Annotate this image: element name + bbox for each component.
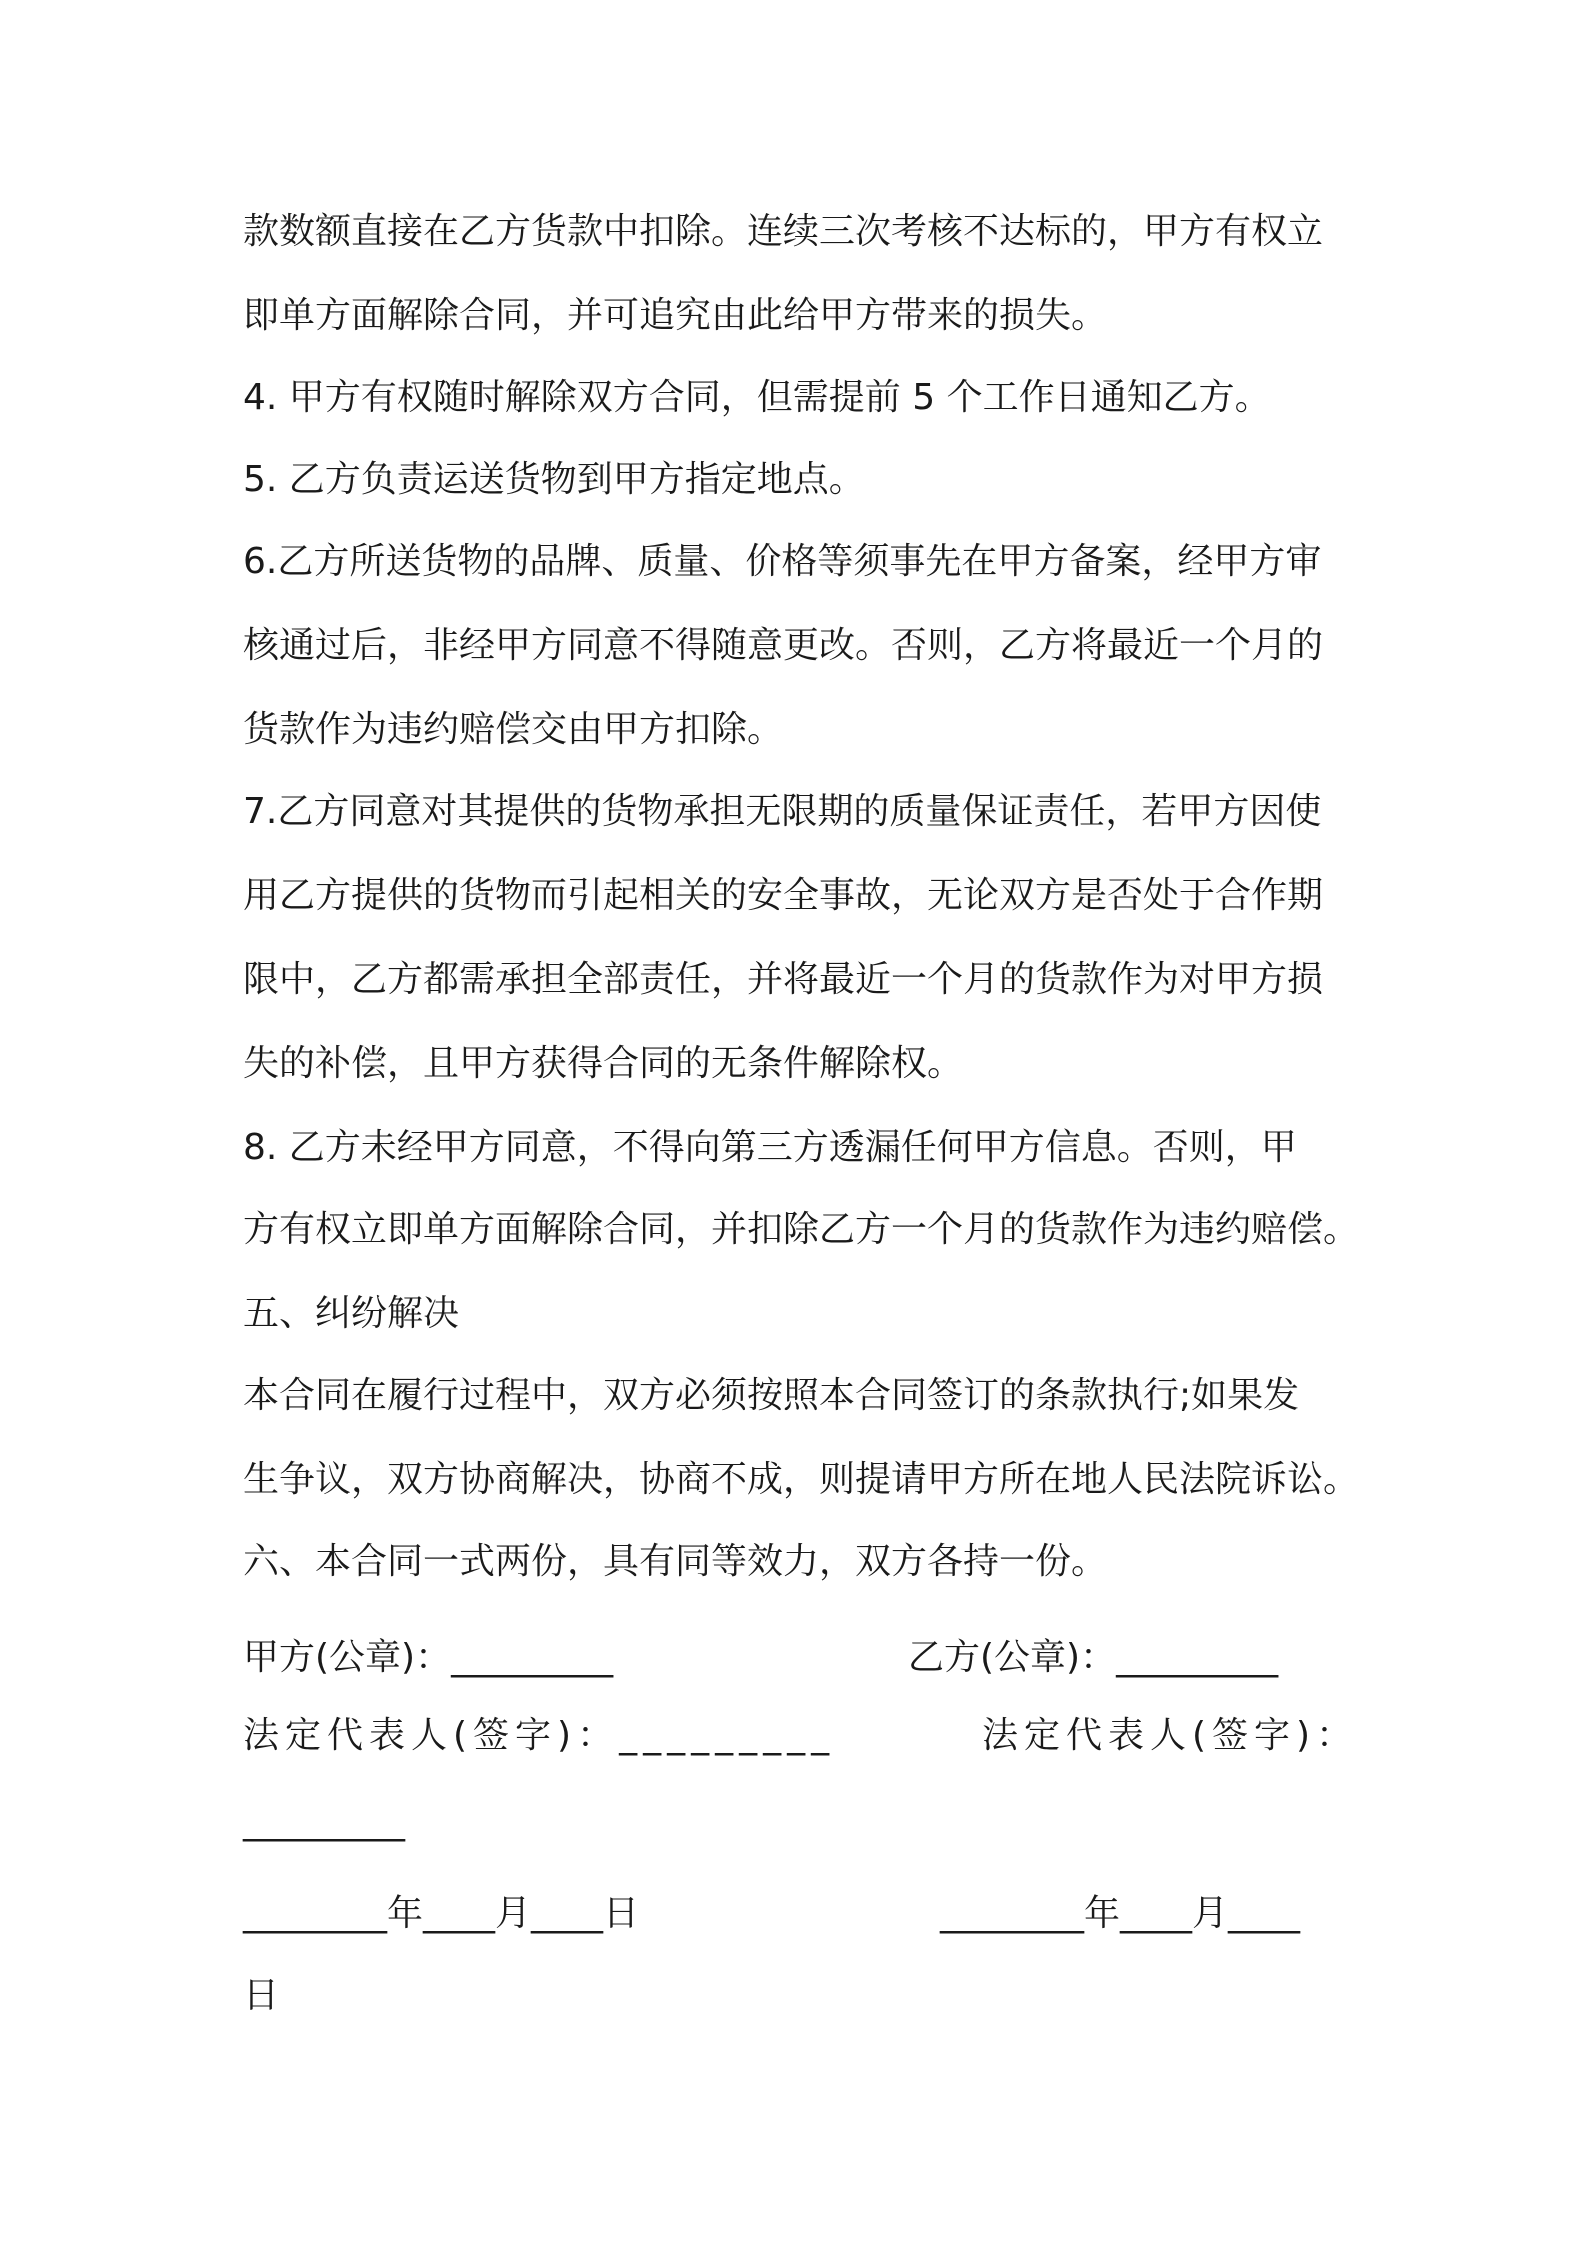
party-b-representative-blank: _________ <box>243 1801 405 1842</box>
clause-4: 4. 甲方有权随时解除双方合同，但需提前 5 个工作日通知乙方。 <box>243 377 1271 418</box>
paragraph-line: 货款作为违约赔偿交由甲方扣除。 <box>243 709 784 750</box>
clause-6: 6.乙方所送货物的品牌、质量、价格等须事先在甲方备案，经甲方审 <box>243 541 1322 582</box>
clause-7: 7.乙方同意对其提供的货物承担无限期的质量保证责任，若甲方因使 <box>243 791 1322 832</box>
party-a-representative-field: 法定代表人(签字)：_________ <box>243 1715 836 1756</box>
paragraph-line: 本合同在履行过程中，双方必须按照本合同签订的条款执行;如果发 <box>243 1375 1300 1416</box>
paragraph-line: 即单方面解除合同，并可追究由此给甲方带来的损失。 <box>243 295 1108 336</box>
paragraph-line: 款数额直接在乙方货款中扣除。连续三次考核不达标的，甲方有权立 <box>243 211 1324 252</box>
paragraph-line: 用乙方提供的货物而引起相关的安全事故，无论双方是否处于合作期 <box>243 875 1324 916</box>
section-heading-dispute: 五、纠纷解决 <box>243 1293 460 1334</box>
party-b-date-field: ________年____月____ <box>940 1893 1300 1934</box>
paragraph-line: 核通过后，非经甲方同意不得随意更改。否则，乙方将最近一个月的 <box>243 625 1324 666</box>
party-b-representative-field: 法定代表人(签字)： <box>982 1715 1359 1756</box>
paragraph-line: 生争议，双方协商解决，协商不成，则提请甲方所在地人民法院诉讼。 <box>243 1459 1360 1500</box>
party-a-date-field: ________年____月____日 <box>243 1893 639 1934</box>
paragraph-line: 方有权立即单方面解除合同，并扣除乙方一个月的货款作为违约赔偿。 <box>243 1209 1360 1250</box>
party-b-date-day: 日 <box>243 1975 280 2016</box>
clause-5: 5. 乙方负责运送货物到甲方指定地点。 <box>243 459 865 500</box>
party-b-seal-field: 乙方(公章)：_________ <box>908 1637 1279 1678</box>
clause-8: 8. 乙方未经甲方同意，不得向第三方透漏任何甲方信息。否则，甲 <box>243 1127 1297 1168</box>
section-copies: 六、本合同一式两份，具有同等效力，双方各持一份。 <box>243 1541 1108 1582</box>
paragraph-line: 失的补偿，且甲方获得合同的无条件解除权。 <box>243 1043 964 1084</box>
paragraph-line: 限中，乙方都需承担全部责任，并将最近一个月的货款作为对甲方损 <box>243 959 1324 1000</box>
party-a-seal-field: 甲方(公章)：_________ <box>243 1637 614 1678</box>
